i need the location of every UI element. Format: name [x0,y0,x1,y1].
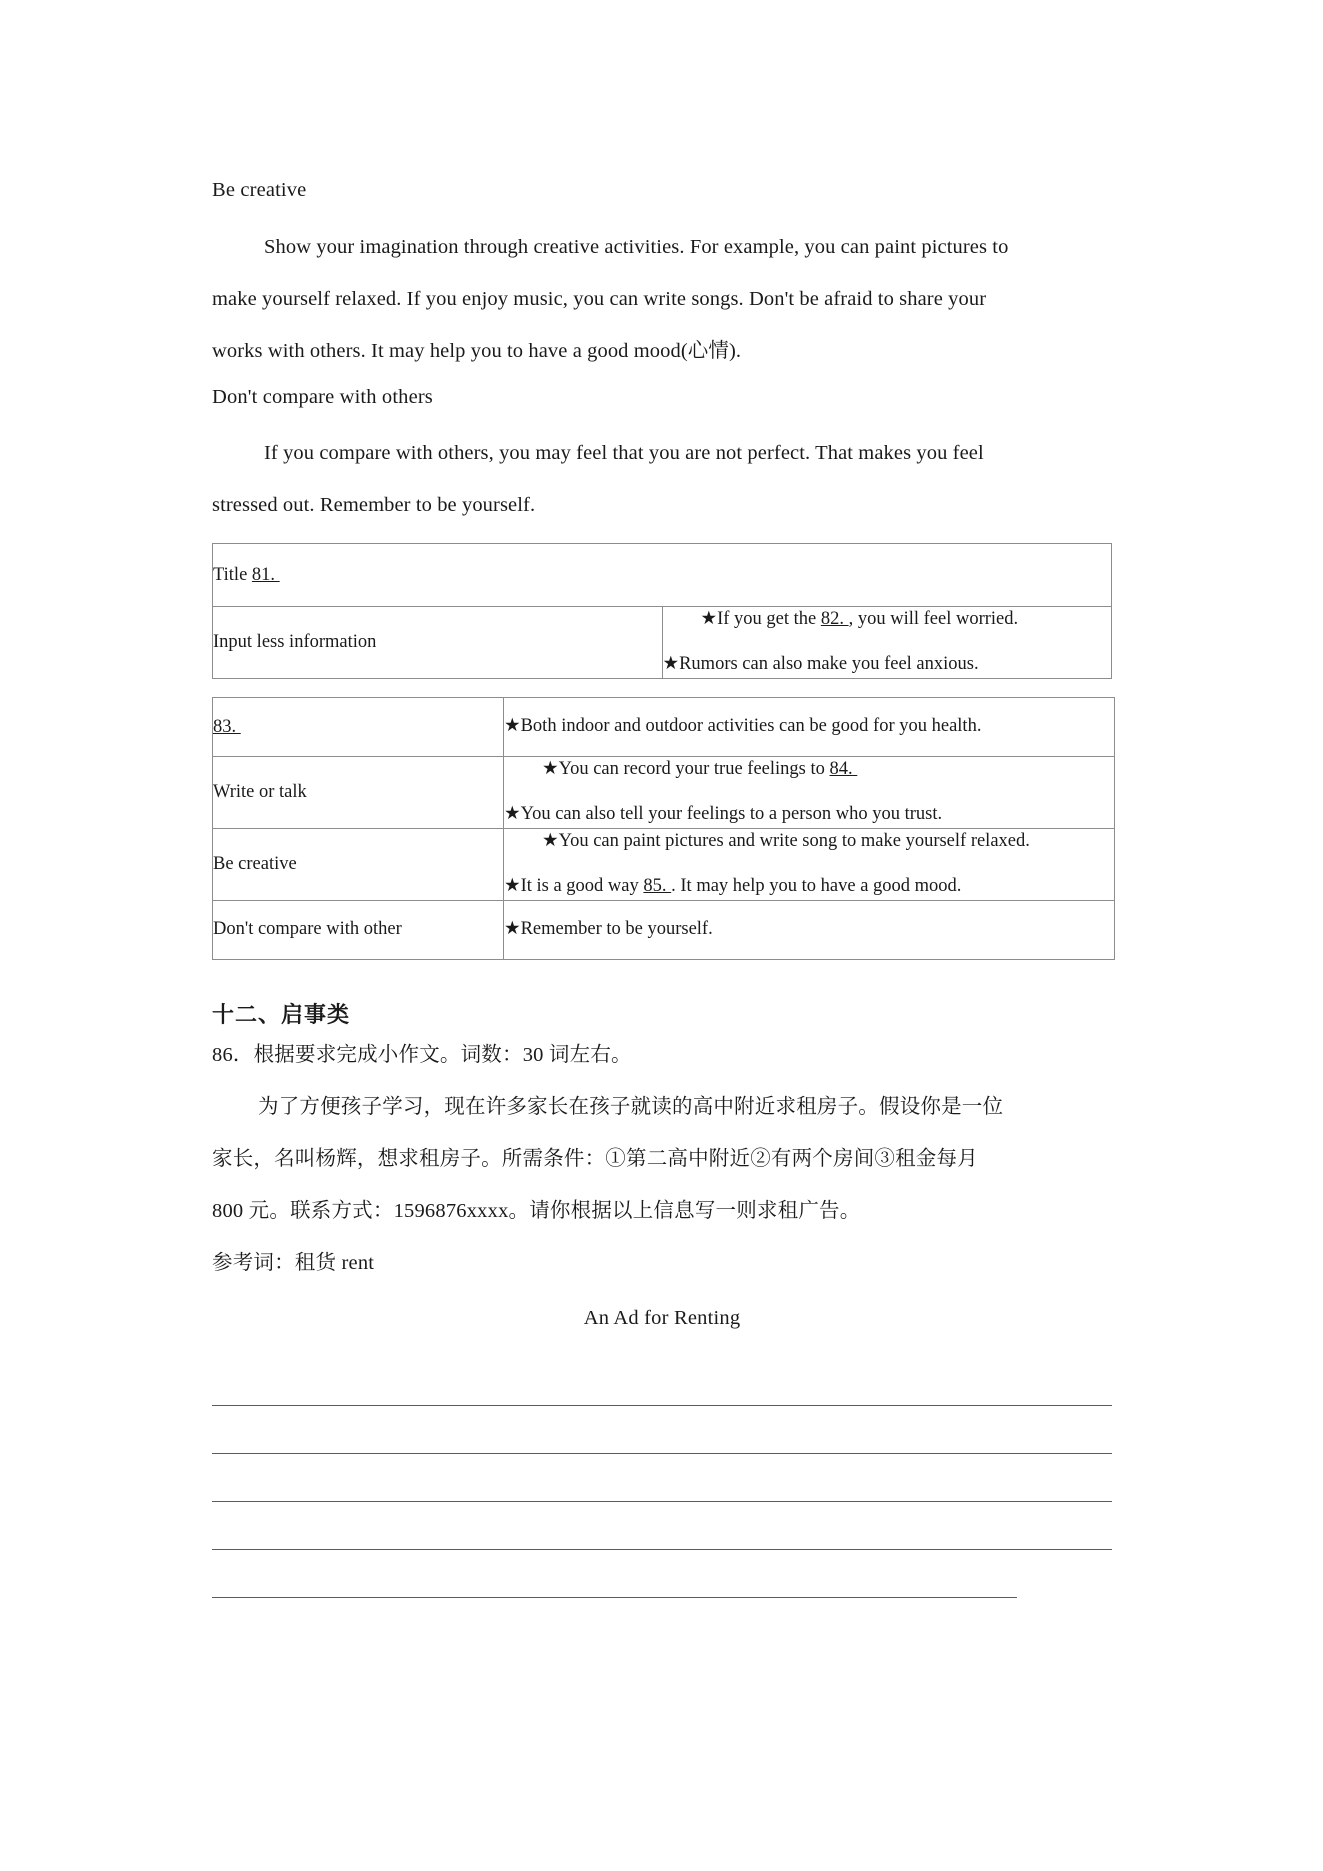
topic-label: Be creative [213,853,297,874]
table-cell-topic-be-creative [213,828,504,900]
table-row [213,544,1112,607]
answer-line[interactable] [212,1406,1112,1454]
table-cell-topic-blank-83 [213,698,504,757]
detail-text: ★You can record your true feelings to [542,759,830,780]
table-cell-details-dont-compare [504,900,1115,959]
topic-label: Don't compare with other [213,919,402,940]
passage-paragraph-1-line-3: works with others. It may help you to have a good mood(心情). [212,339,742,362]
passage-paragraph-2-line-2: stressed out. Remember to be yourself. [212,494,536,517]
passage-paragraph-1-line-2: make yourself relaxed. If you enjoy music, you can write songs. Don't be afraid to share your [212,287,987,310]
passage-paragraph-1-line-1: Show your imagination through creative activities. For example, you can paint pictures to [264,235,1009,258]
passage-paragraph-2-line-1: If you compare with others, you may feel that you are not perfect. That makes you feel [264,442,984,465]
blank-84[interactable]: 84. [829,759,858,780]
prompt-line-2: 家长，名叫杨辉，想求租房子。所需条件：①第二高中附近②有两个房间③租金每月 [212,1147,978,1170]
ad-title: An Ad for Renting [583,1306,741,1329]
table-cell-details-input-less-information [662,607,1112,679]
title-label: Title [213,564,252,585]
question-number-line: 86．根据要求完成小作文。词数：30 词左右。 [212,1043,632,1066]
detail-text: , you will feel worried. [848,609,1019,630]
detail-line: ★Rumors can also make you feel anxious. [662,654,979,675]
answer-line[interactable] [212,1454,1112,1502]
table-cell-title [213,544,1112,607]
blank-81[interactable]: 81. [251,564,280,585]
table-row [213,900,1115,959]
table-cell-topic-input-less-information [213,607,663,679]
answer-line[interactable] [212,1358,1112,1406]
section-heading: 十二、启事类 [212,1002,351,1028]
topic-label: Write or talk [213,781,307,802]
prompt-line-1: 为了方便孩子学习，现在许多家长在孩子就读的高中附近求租房子。假设你是一位 [258,1095,1004,1118]
detail-text: . It may help you to have a good mood. [671,875,962,896]
passage-heading-dont-compare: Don't compare with others [212,385,433,408]
table-row [213,828,1115,900]
detail-text: ★If you get the [700,609,821,630]
detail-line: ★Remember to be yourself. [504,918,713,939]
answer-lines [212,1358,1112,1598]
topic-label: Input less information [213,632,377,653]
prompt-line-3: 800 元。联系方式：1596876xxxx。请你根据以上信息写一则求租广告。 [212,1199,861,1222]
summary-table-top [212,543,1112,679]
summary-table-bottom [212,697,1115,960]
detail-text: ★It is a good way [504,875,644,896]
detail-line: ★Both indoor and outdoor activities can be good for you health. [504,716,982,737]
answer-line[interactable] [212,1550,1017,1598]
table-cell-details-outdoor-activities [504,698,1115,757]
detail-line [504,874,1114,900]
table-row [213,698,1115,757]
table-row [213,607,1112,679]
blank-82[interactable]: 82. [820,609,849,630]
table-cell-topic-dont-compare [213,900,504,959]
detail-line [504,757,1114,783]
detail-line: ★You can paint pictures and write song to make yourself relaxed. [542,830,1030,851]
blank-83[interactable]: 83. [213,716,241,737]
table-cell-details-write-or-talk [504,757,1115,829]
table-cell-details-be-creative [504,828,1115,900]
detail-line [663,607,1112,633]
blank-85[interactable]: 85. [643,875,672,896]
detail-line: ★You can also tell your feelings to a person who you trust. [504,803,943,824]
passage-heading-be-creative: Be creative [212,179,307,201]
answer-line[interactable] [212,1502,1112,1550]
table-row [213,757,1115,829]
page-content [212,178,1112,1598]
reference-words: 参考词：租货 rent [212,1251,375,1274]
table-cell-topic-write-or-talk [213,757,504,829]
